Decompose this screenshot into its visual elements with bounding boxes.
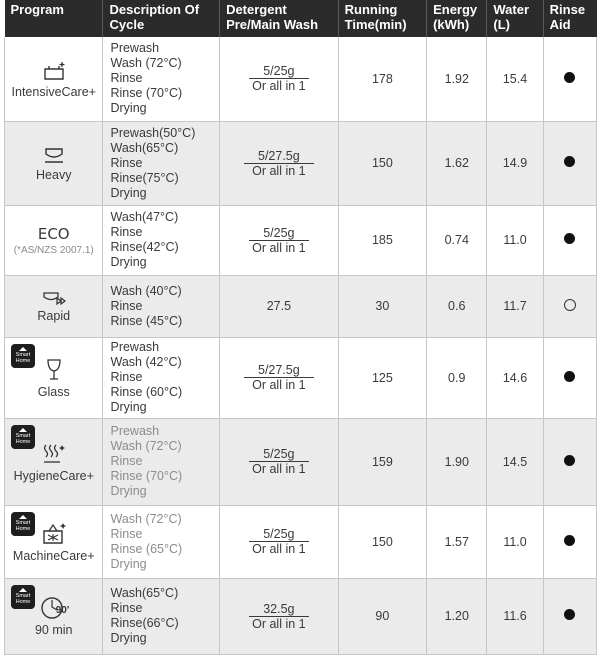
table-row (5, 337, 597, 418)
table-row (5, 37, 597, 121)
cycle-step: Rinse(42°C) (110, 240, 179, 254)
cycle-step: Rinse (110, 225, 143, 239)
cycle-step: Prewash(50°C) (110, 125, 196, 140)
cycle-step: Drying (110, 484, 147, 498)
program-name: MachineCare+ (12, 548, 95, 563)
running-time-cell: 150 (338, 121, 426, 205)
detergent-alternative: Or all in 1 (252, 163, 306, 178)
description-cell (103, 37, 220, 121)
program-name: Rapid (37, 309, 71, 323)
energy-cell: 1.62 (427, 121, 487, 205)
detergent-amount: 5/27.5g (244, 149, 314, 164)
description-cell (103, 121, 220, 205)
program-cell (5, 205, 103, 275)
detergent-amount: 32.5g (249, 602, 308, 617)
cycle-step: Drying (110, 101, 147, 116)
program-cell (5, 578, 103, 654)
cycle-step: Rinse (70°C) (110, 469, 183, 483)
energy-cell: 0.74 (427, 205, 487, 275)
cycle-step: Rinse (45°C) (110, 313, 183, 328)
description-cell (103, 275, 220, 337)
detergent-cell (220, 205, 339, 275)
cycle-step: Drying (110, 556, 147, 571)
program-table (4, 0, 597, 655)
cycle-step: Wash(65°C) (110, 586, 179, 600)
smart-home-label: Smart Home (15, 351, 31, 364)
program-name: IntensiveCare+ (11, 84, 96, 99)
detergent-amount: 27.5 (266, 299, 292, 313)
rinse-aid-cell (543, 275, 596, 337)
cycle-step: Rinse (110, 155, 143, 170)
table-row (5, 578, 597, 654)
machine-care-icon (5, 521, 102, 547)
table-row (5, 418, 597, 505)
detergent-alternative: Or all in 1 (252, 240, 306, 255)
description-cell (103, 205, 220, 275)
header-detergent: Detergent Pre/Main Wash (220, 0, 339, 37)
header-rinse-aid: Rinse Aid (543, 0, 596, 37)
rinse-aid-cell (543, 418, 596, 505)
cycle-step: Rinse (70°C) (110, 86, 183, 101)
running-time-cell: 30 (338, 275, 426, 337)
energy-cell: 1.20 (427, 578, 487, 654)
program-name: Glass (37, 384, 70, 399)
water-cell: 14.9 (487, 121, 543, 205)
energy-cell: 0.6 (427, 275, 487, 337)
rinse-aid-cell (543, 578, 596, 654)
filled-circle-icon (564, 535, 575, 546)
description-cell (103, 418, 220, 505)
cycle-step: Rinse(66°C) (110, 616, 179, 630)
ninety-icon-text: 90' (55, 605, 70, 616)
smart-home-label: Smart Home (15, 432, 31, 445)
hygiene-care-icon (5, 441, 102, 467)
filled-circle-icon (564, 371, 575, 382)
rinse-aid-cell (543, 37, 596, 121)
detergent-cell (220, 418, 339, 505)
rinse-aid-cell (543, 205, 596, 275)
cycle-step: Rinse (110, 454, 143, 468)
header-description: Description Of Cycle (103, 0, 220, 37)
cycle-step: Wash(65°C) (110, 140, 179, 155)
cycle-step: Wash (40°C) (110, 283, 182, 298)
empty-circle-icon (564, 299, 576, 311)
cycle-step: Rinse (110, 601, 143, 615)
description-cell (103, 505, 220, 578)
cycle-step: Drying (110, 631, 147, 645)
program-note: (*AS/NZS 2007.1) (13, 244, 94, 256)
rinse-aid-cell (543, 505, 596, 578)
detergent-amount: 5/25g (249, 226, 308, 241)
smart-home-label: Smart Home (15, 592, 31, 605)
table-row (5, 205, 597, 275)
energy-cell: 1.92 (427, 37, 487, 121)
cycle-step: Prewash (110, 424, 160, 438)
cycle-step: Rinse (65°C) (110, 541, 183, 556)
detergent-amount: 5/25g (249, 64, 308, 79)
running-time-cell: 178 (338, 37, 426, 121)
table-row (5, 121, 597, 205)
cycle-step: Rinse(75°C) (110, 170, 179, 185)
rapid-icon (5, 289, 102, 307)
glass-icon (5, 357, 102, 383)
program-cell (5, 275, 103, 337)
header-water: Water (L) (487, 0, 543, 37)
program-name: HygieneCare+ (13, 468, 94, 483)
cycle-step: Prewash (110, 41, 160, 56)
program-cell (5, 418, 103, 505)
cycle-step: Rinse (110, 298, 143, 313)
cycle-step: Drying (110, 255, 147, 269)
filled-circle-icon (564, 156, 575, 167)
energy-cell: 1.90 (427, 418, 487, 505)
cycle-step: Wash(47°C) (110, 210, 179, 224)
running-time-cell: 150 (338, 505, 426, 578)
program-name: 90 min (34, 623, 73, 637)
rinse-aid-cell (543, 121, 596, 205)
energy-cell: 1.57 (427, 505, 487, 578)
detergent-alternative: Or all in 1 (252, 378, 306, 392)
filled-circle-icon (564, 455, 575, 466)
detergent-cell (220, 121, 339, 205)
cycle-step: Rinse (110, 370, 143, 384)
smart-home-label: Smart Home (15, 519, 31, 532)
detergent-alternative: Or all in 1 (252, 616, 306, 631)
heavy-icon (5, 144, 102, 166)
water-cell: 11.0 (487, 205, 543, 275)
water-cell: 11.0 (487, 505, 543, 578)
description-cell (103, 578, 220, 654)
program-name: ECO (37, 224, 70, 243)
cycle-step: Rinse (110, 71, 143, 86)
water-cell: 11.7 (487, 275, 543, 337)
filled-circle-icon (564, 72, 575, 83)
cycle-step: Prewash (110, 340, 160, 354)
program-cell (5, 505, 103, 578)
filled-circle-icon (564, 233, 575, 244)
detergent-amount: 5/27.5g (244, 363, 314, 378)
intensive-care-icon (5, 59, 102, 83)
detergent-cell (220, 337, 339, 418)
detergent-cell (220, 505, 339, 578)
description-cell (103, 337, 220, 418)
cycle-step: Rinse (60°C) (110, 385, 183, 399)
water-cell: 11.6 (487, 578, 543, 654)
program-cell (5, 337, 103, 418)
ninety-min-icon (5, 592, 102, 621)
program-cell (5, 121, 103, 205)
filled-circle-icon (564, 609, 575, 620)
table-row (5, 275, 597, 337)
header-running-time: Running Time(min) (338, 0, 426, 37)
detergent-amount: 5/25g (249, 527, 308, 542)
running-time-cell: 125 (338, 337, 426, 418)
cycle-step: Drying (110, 185, 147, 200)
detergent-alternative: Or all in 1 (252, 462, 306, 476)
rinse-aid-cell (543, 337, 596, 418)
header-program: Program (5, 0, 103, 37)
detergent-amount: 5/25g (249, 447, 308, 462)
detergent-cell (220, 37, 339, 121)
detergent-cell (220, 275, 339, 337)
program-name: Heavy (36, 168, 72, 182)
water-cell: 14.5 (487, 418, 543, 505)
water-cell: 14.6 (487, 337, 543, 418)
running-time-cell: 159 (338, 418, 426, 505)
detergent-alternative: Or all in 1 (252, 542, 306, 556)
cycle-step: Wash (42°C) (110, 355, 182, 369)
water-cell: 15.4 (487, 37, 543, 121)
detergent-cell (220, 578, 339, 654)
detergent-alternative: Or all in 1 (252, 79, 306, 94)
cycle-step: Wash (72°C) (110, 439, 182, 453)
cycle-step: Wash (72°C) (110, 511, 182, 526)
table-row (5, 505, 597, 578)
running-time-cell: 90 (338, 578, 426, 654)
cycle-step: Rinse (110, 526, 143, 541)
energy-cell: 0.9 (427, 337, 487, 418)
cycle-step: Drying (110, 400, 147, 414)
header-energy: Energy (kWh) (427, 0, 487, 37)
running-time-cell: 185 (338, 205, 426, 275)
table-header-row (5, 0, 597, 37)
cycle-step: Wash (72°C) (110, 56, 182, 71)
program-cell (5, 37, 103, 121)
